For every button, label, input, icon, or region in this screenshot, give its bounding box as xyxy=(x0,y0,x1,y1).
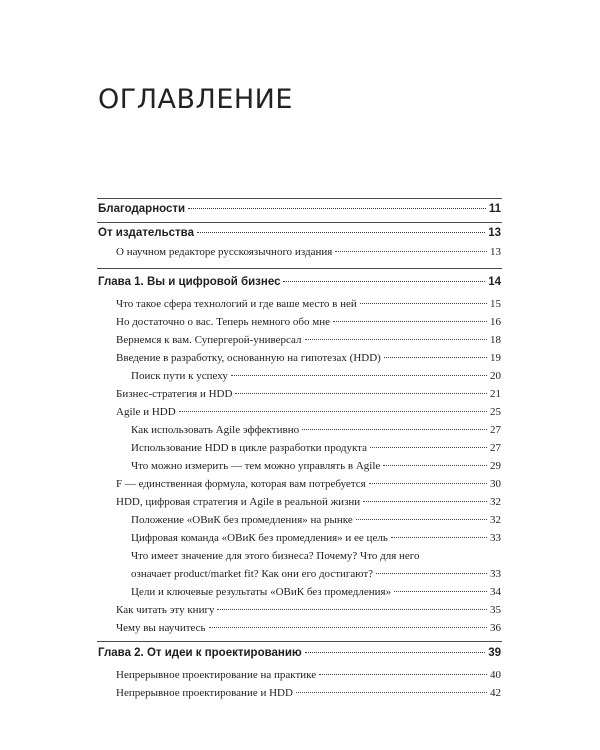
dot-leader xyxy=(363,501,487,502)
toc-entry-title: Глава 1. Вы и цифровой бизнес xyxy=(98,276,281,288)
toc-entry[interactable] xyxy=(116,406,501,418)
toc-entry-title: Что такое сфера технологий и где ваше место в ней xyxy=(116,298,357,310)
toc-entry-title: Вернемся к вам. Супергерой-универсал xyxy=(116,334,302,346)
toc-entry-page: 42 xyxy=(490,687,501,699)
toc-entry[interactable] xyxy=(116,388,501,400)
toc-entry-page: 39 xyxy=(488,647,501,659)
toc-entry-line1[interactable] xyxy=(131,550,501,562)
toc-entry[interactable] xyxy=(116,246,501,258)
dot-leader xyxy=(305,652,485,653)
dot-leader xyxy=(360,303,487,304)
dot-leader xyxy=(319,674,487,675)
page-title: ОГЛАВЛЕНИЕ xyxy=(98,84,293,115)
toc-entry-title: Agile и HDD xyxy=(116,406,176,418)
toc-entry-title: Что можно измерить — тем можно управлять в Agile xyxy=(131,460,381,472)
dot-leader xyxy=(283,281,485,282)
toc-entry-title: Бизнес-стратегия и HDD xyxy=(116,388,233,400)
toc-entry-title: О научном редакторе русскоязычного издания xyxy=(116,246,333,258)
toc-entry[interactable] xyxy=(116,478,501,490)
toc-entry-page: 13 xyxy=(488,227,501,239)
dot-leader xyxy=(383,465,487,466)
dot-leader xyxy=(188,208,486,209)
toc-entry-title: Благодарности xyxy=(98,203,186,215)
toc-entry-title: Цифровая команда «ОВиК без промедления» и ее цель xyxy=(131,532,388,544)
toc-entry-page: 30 xyxy=(490,478,501,490)
toc-entry-title: Непрерывное проектирование на практике xyxy=(116,669,317,681)
toc-entry-title: Использование HDD в цикле разработки продукта xyxy=(131,442,367,454)
toc-entry-page: 29 xyxy=(490,460,501,472)
toc-entry[interactable] xyxy=(116,298,501,310)
toc-entry-page: 19 xyxy=(490,352,501,364)
toc-entry-page: 32 xyxy=(490,514,501,526)
toc-entry-page: 33 xyxy=(490,532,501,544)
toc-entry-page: 21 xyxy=(490,388,501,400)
toc-entry-page: 20 xyxy=(490,370,501,382)
toc-entry[interactable] xyxy=(116,669,501,681)
toc-entry-title: Как читать эту книгу xyxy=(116,604,215,616)
toc-entry-title: Непрерывное проектирование и HDD xyxy=(116,687,293,699)
toc-entry-page: 34 xyxy=(490,586,501,598)
toc-entry-title: Но достаточно о вас. Теперь немного обо мне xyxy=(116,316,330,328)
dot-leader xyxy=(305,339,487,340)
dot-leader xyxy=(384,357,487,358)
toc-entry[interactable] xyxy=(116,604,501,616)
toc-entry-page: 36 xyxy=(490,622,501,634)
toc-entry-title: F — единственная формула, которая вам потребуется xyxy=(116,478,366,490)
toc-entry[interactable] xyxy=(116,496,501,508)
toc-entry-title: Цели и ключевые результаты «ОВиК без промедления» xyxy=(131,586,392,598)
toc-entry[interactable] xyxy=(131,370,501,382)
toc-entry[interactable] xyxy=(131,424,501,436)
toc-entry[interactable] xyxy=(116,334,501,346)
toc-entry-title: Чему вы научитесь xyxy=(116,622,206,634)
dot-leader xyxy=(296,692,487,693)
toc-entry-chapter-1[interactable] xyxy=(98,276,501,288)
toc-entry-page: 40 xyxy=(490,669,501,681)
toc-entry-title: Глава 2. От идеи к проектированию xyxy=(98,647,302,659)
separator-line xyxy=(97,641,502,642)
dot-leader xyxy=(209,627,487,628)
dot-leader xyxy=(335,251,487,252)
dot-leader xyxy=(333,321,487,322)
toc-entry-title: Положение «ОВиК без промедления» на рынке xyxy=(131,514,353,526)
toc-entry[interactable] xyxy=(116,352,501,364)
toc-entry[interactable] xyxy=(116,622,501,634)
toc-entry-title: Как использовать Agile эффективно xyxy=(131,424,300,436)
toc-entry-page: 27 xyxy=(490,442,501,454)
toc-entry[interactable] xyxy=(116,687,501,699)
toc-entry[interactable] xyxy=(116,316,501,328)
toc-entry-acknowledgements[interactable] xyxy=(98,203,501,215)
toc-entry[interactable] xyxy=(131,514,501,526)
toc-entry-publisher[interactable] xyxy=(98,227,501,239)
separator-line xyxy=(97,268,502,269)
dot-leader xyxy=(394,591,487,592)
toc-entry-title: Поиск пути к успеху xyxy=(131,370,228,382)
toc-entry[interactable] xyxy=(131,568,501,580)
dot-leader xyxy=(356,519,487,520)
toc-entry-page: 18 xyxy=(490,334,501,346)
dot-leader xyxy=(391,537,487,538)
toc-entry-page: 11 xyxy=(488,203,501,215)
separator-line xyxy=(97,222,502,223)
dot-leader xyxy=(302,429,487,430)
dot-leader xyxy=(369,483,487,484)
toc-entry[interactable] xyxy=(131,586,501,598)
dot-leader xyxy=(370,447,487,448)
dot-leader xyxy=(231,375,487,376)
toc-entry-page: 32 xyxy=(490,496,501,508)
toc-entry-title: Введение в разработку, основанную на гипотезах (HDD) xyxy=(116,352,381,364)
toc-entry-page: 25 xyxy=(490,406,501,418)
toc-entry-title: означает product/market fit? Как они его достигают? xyxy=(131,568,374,580)
toc-entry-page: 14 xyxy=(488,276,501,288)
dot-leader xyxy=(235,393,487,394)
toc-entry-page: 27 xyxy=(490,424,501,436)
separator-line xyxy=(97,198,502,199)
toc-entry-title: От издательства xyxy=(98,227,194,239)
toc-entry[interactable] xyxy=(131,532,501,544)
toc-entry-page: 15 xyxy=(490,298,501,310)
toc-entry-page: 13 xyxy=(490,246,501,258)
dot-leader xyxy=(197,232,485,233)
toc-entry-chapter-2[interactable] xyxy=(98,647,501,659)
toc-entry[interactable] xyxy=(131,442,501,454)
toc-entry[interactable] xyxy=(131,460,501,472)
dot-leader xyxy=(217,609,487,610)
toc-entry-page: 35 xyxy=(490,604,501,616)
toc-entry-page: 33 xyxy=(490,568,501,580)
toc-entry-page: 16 xyxy=(490,316,501,328)
dot-leader xyxy=(179,411,487,412)
toc-entry-title: Что имеет значение для этого бизнеса? Почему? Что для него xyxy=(131,550,420,562)
toc-entry-title: HDD, цифровая стратегия и Agile в реальной жизни xyxy=(116,496,361,508)
dot-leader xyxy=(376,573,487,574)
